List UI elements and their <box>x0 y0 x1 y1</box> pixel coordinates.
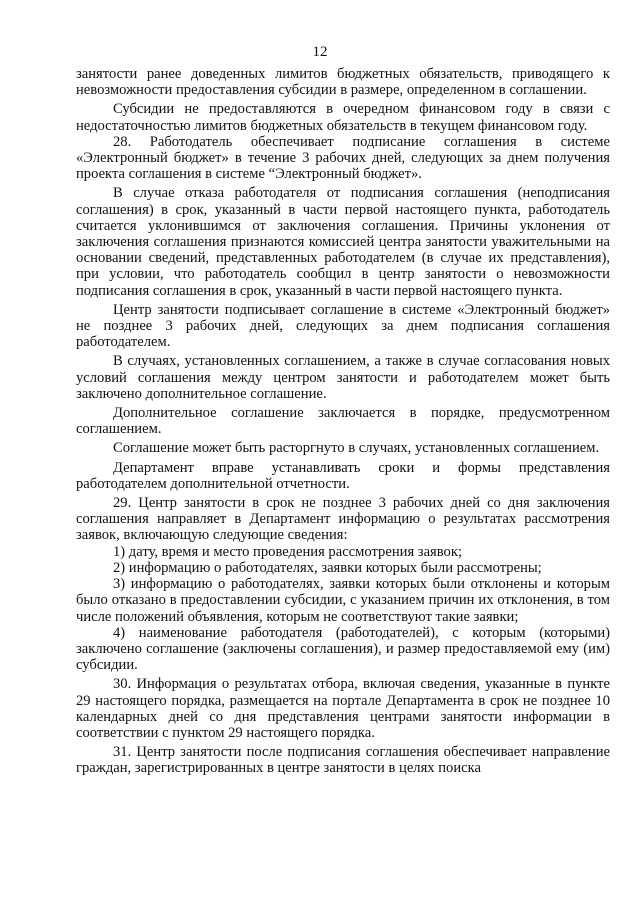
paragraph: В случае отказа работодателя от подписания соглашения (неподписания соглашения) в срок, указанный в части первой настоящего пункта, работодатель считается уклонившимся от заключения соглашения. Причины уклонения от заключения соглашения признаются комиссией центра занятости уважительными на основании сведений, представленных работодателем (в случае их представления), при условии, что работодатель сообщил в центр занятости о невозможности подписания соглашения в срок, указанный в части первой настоящего пункта. <box>76 185 610 299</box>
list-item: 4) наименование работодателя (работодателей), с которым (которыми) заключено соглашение (заключены соглашения), и размер предоставляемой ему (им) субсидии. <box>76 624 610 674</box>
list-item: 1) дату, время и место проведения рассмотрения заявок; <box>113 543 462 560</box>
paragraph: 28. Работодатель обеспечивает подписание соглашения в системе «Электронный бюджет» в течение 3 рабочих дней, следующих за днем получения проекта соглашения в системе “Электронный бюджет». <box>76 133 610 183</box>
paragraph: 31. Центр занятости после подписания соглашения обеспечивает направление граждан, зарегистрированных в центре занятости в целях поиска <box>76 744 610 777</box>
paragraph: Субсидии не предоставляются в очередном финансовом году в связи с недостаточностью лимитов бюджетных обязательств в текущем финансовом году. <box>76 101 610 134</box>
document-body <box>76 66 610 777</box>
paragraph: 29. Центр занятости в срок не позднее 3 рабочих дней со дня заключения соглашения направляет в Департамент информацию о результатах рассмотрения заявок, включающую следующие сведения: <box>76 495 610 544</box>
paragraph: Центр занятости подписывает соглашение в системе «Электронный бюджет» не позднее 3 рабочих дней, следующих за днем подписания соглашения работодателем. <box>76 301 610 351</box>
paragraph: В случаях, установленных соглашением, а также в случае согласования новых условий соглашения между центром занятости и работодателем может быть заключено дополнительное соглашение. <box>76 353 610 402</box>
page-number: 12 <box>312 44 328 60</box>
list-item: 2) информацию о работодателях, заявки которых были рассмотрены; <box>113 559 542 576</box>
paragraph: 30. Информация о результатах отбора, включая сведения, указанные в пункте 29 настоящего порядка, размещается на портале Департамента в срок не позднее 10 календарных дней со дня представления центрами занятости информации в соответствии с пунктом 29 настоящего порядка. <box>76 676 610 741</box>
paragraph: занятости ранее доведенных лимитов бюджетных обязательств, приводящего к невозможности предоставления субсидии в размере, определенном в соглашении. <box>76 66 610 99</box>
list-item: 3) информацию о работодателях, заявки которых были отклонены и которым было отказано в предоставлении субсидии, с указанием причин их отклонения, в том числе положений объявления, которым не соответствуют такие заявки; <box>76 576 610 625</box>
paragraph: Соглашение может быть расторгнуто в случаях, установленных соглашением. <box>113 440 600 457</box>
paragraph: Дополнительное соглашение заключается в порядке, предусмотренном соглашением. <box>76 405 610 438</box>
paragraph: Департамент вправе устанавливать сроки и формы представления работодателем дополнительной отчетности. <box>76 459 610 492</box>
